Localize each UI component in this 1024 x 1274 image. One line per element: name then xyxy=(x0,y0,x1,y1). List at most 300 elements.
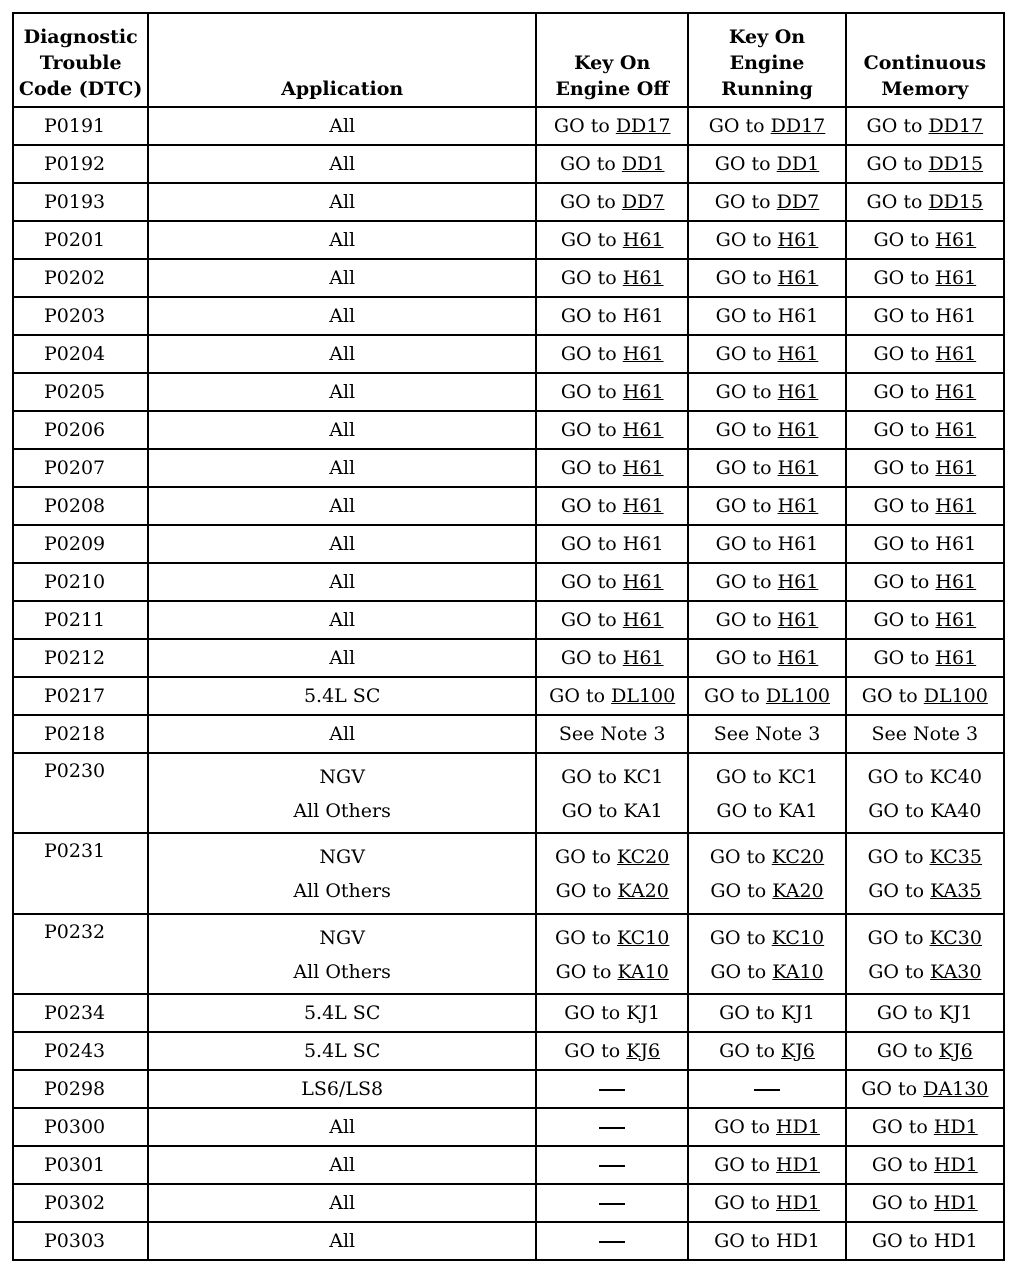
koeo-cell xyxy=(536,1032,688,1070)
koeo-entry xyxy=(541,840,683,874)
table-row xyxy=(13,833,1004,913)
pinpoint-test-link[interactable]: H61 xyxy=(935,495,977,518)
koer-entry xyxy=(716,495,819,517)
application-value: All Others xyxy=(293,800,391,823)
pinpoint-test-link[interactable]: DD17 xyxy=(615,115,671,137)
koer-cell xyxy=(688,525,845,563)
table-row xyxy=(13,994,1004,1032)
pinpoint-test-link[interactable]: KC20 xyxy=(616,846,670,869)
cm-entry xyxy=(872,1192,978,1214)
dtc-code-cell xyxy=(13,335,148,373)
go-to-label: GO to xyxy=(564,1001,621,1024)
koeo-entry xyxy=(554,115,671,137)
dtc-code: P0192 xyxy=(44,153,106,176)
go-to-label: GO to xyxy=(715,343,772,366)
pinpoint-test-link[interactable]: KC30 xyxy=(929,926,982,949)
go-to-label: GO to xyxy=(873,381,930,404)
cm-cell xyxy=(846,221,1004,259)
pinpoint-test-link[interactable]: KC10 xyxy=(771,926,825,949)
pinpoint-test-link[interactable]: H61 xyxy=(777,457,819,480)
application-value: All xyxy=(329,457,356,480)
go-to-label: GO to xyxy=(560,229,617,252)
cm-entry xyxy=(873,419,976,441)
pinpoint-test-link[interactable]: H61 xyxy=(622,495,664,518)
pinpoint-test-link[interactable]: H61 xyxy=(622,571,664,594)
go-to-label: GO to xyxy=(710,960,767,983)
dtc-code: P0211 xyxy=(44,609,106,632)
koeo-cell xyxy=(536,221,688,259)
dtc-code: P0218 xyxy=(44,723,106,746)
application-value: 5.4L SC xyxy=(303,685,381,708)
pinpoint-test-link[interactable]: DA130 xyxy=(923,1077,989,1100)
go-to-label: GO to xyxy=(560,419,617,442)
cm-cell xyxy=(846,107,1004,145)
pinpoint-test-link[interactable]: H61 xyxy=(935,267,977,290)
cm-entry xyxy=(877,1040,973,1062)
application-cell xyxy=(148,297,536,335)
go-to-label: GO to xyxy=(715,457,772,480)
pinpoint-test-link[interactable]: KA20 xyxy=(772,880,824,903)
pinpoint-test-link[interactable]: DD7 xyxy=(621,191,665,214)
go-to-label: GO to xyxy=(873,305,930,328)
pinpoint-test-link: HD1 xyxy=(776,1229,820,1252)
cm-entry xyxy=(851,794,999,828)
dtc-code-cell xyxy=(13,639,148,677)
go-to-label: GO to xyxy=(867,766,924,789)
application-cell xyxy=(148,449,536,487)
cm-entry xyxy=(867,191,984,213)
header-koer-line: Key On xyxy=(728,26,806,48)
pinpoint-test-link[interactable]: H61 xyxy=(777,495,819,518)
application-value: NGV xyxy=(319,846,365,869)
go-to-label: GO to xyxy=(714,1115,770,1138)
koer-entry xyxy=(714,723,821,745)
pinpoint-test-link[interactable]: HD1 xyxy=(776,1115,820,1138)
header-dtc-line: Trouble xyxy=(39,52,122,74)
koer-cell xyxy=(688,639,845,677)
cm-cell xyxy=(846,601,1004,639)
dtc-code-cell xyxy=(13,1146,148,1184)
header-koeo-line: Key On xyxy=(574,52,651,74)
application-value: All xyxy=(329,153,356,176)
note-text: See Note 3 xyxy=(713,723,821,746)
application-value: All xyxy=(329,381,356,404)
cm-cell xyxy=(846,1184,1004,1222)
koeo-entry xyxy=(541,794,683,828)
dtc-code: P0210 xyxy=(44,571,106,594)
pinpoint-test-link[interactable]: H61 xyxy=(935,419,977,442)
koer-entry xyxy=(714,1154,820,1176)
dtc-code: P0230 xyxy=(44,760,106,783)
dtc-code: P0302 xyxy=(44,1191,106,1214)
cm-cell xyxy=(846,487,1004,525)
pinpoint-test-link[interactable]: H61 xyxy=(622,609,664,632)
koer-cell xyxy=(688,487,845,525)
pinpoint-test-link[interactable]: H61 xyxy=(777,343,819,366)
application-value: All xyxy=(329,1191,356,1214)
dtc-code-cell xyxy=(13,221,148,259)
go-to-label: GO to xyxy=(564,1039,621,1062)
pinpoint-test-link[interactable]: KA30 xyxy=(930,960,982,983)
dtc-code: P0206 xyxy=(44,419,106,442)
koer-entry xyxy=(693,921,840,955)
header-cm-line: Memory xyxy=(881,78,969,100)
koeo-cell xyxy=(536,753,688,833)
koeo-entry xyxy=(561,229,664,251)
pinpoint-test-link: H61 xyxy=(777,305,819,328)
cm-cell xyxy=(846,1222,1004,1260)
application-cell xyxy=(148,1070,536,1108)
pinpoint-test-link[interactable]: KJ6 xyxy=(781,1039,815,1062)
pinpoint-test-link[interactable]: H61 xyxy=(622,647,664,670)
table-row xyxy=(13,259,1004,297)
koeo-cell xyxy=(536,914,688,994)
dtc-code: P0203 xyxy=(44,305,106,328)
pinpoint-test-link[interactable]: HD1 xyxy=(776,1153,820,1176)
header-cm-line: Continuous xyxy=(863,52,987,74)
koeo-entry xyxy=(549,685,675,707)
application-value: All xyxy=(329,1229,356,1252)
go-to-label: GO to xyxy=(549,685,606,708)
pinpoint-test-link[interactable]: H61 xyxy=(777,419,819,442)
go-to-label: GO to xyxy=(560,381,617,404)
table-row xyxy=(13,1032,1004,1070)
koer-cell xyxy=(688,753,845,833)
cm-entry xyxy=(873,229,976,251)
application-cell xyxy=(148,525,536,563)
pinpoint-test-link[interactable]: KC35 xyxy=(929,846,982,869)
koer-cell xyxy=(688,335,845,373)
koer-entry xyxy=(716,305,819,327)
dtc-code-cell xyxy=(13,994,148,1032)
header-application xyxy=(148,13,536,107)
pinpoint-test-link[interactable]: KA20 xyxy=(617,880,669,903)
koer-cell xyxy=(688,373,845,411)
koeo-entry xyxy=(561,533,664,555)
pinpoint-test-link[interactable]: HD1 xyxy=(933,1191,978,1214)
application-cell xyxy=(148,487,536,525)
koer-entry xyxy=(716,267,819,289)
koer-cell xyxy=(688,1032,845,1070)
koeo-cell xyxy=(536,259,688,297)
cm-entry xyxy=(877,1002,973,1024)
pinpoint-test-link[interactable]: H61 xyxy=(777,267,819,290)
pinpoint-test-link[interactable]: H61 xyxy=(777,571,819,594)
go-to-label: GO to xyxy=(715,229,772,252)
go-to-label: GO to xyxy=(871,1229,928,1252)
pinpoint-test-link[interactable]: HD1 xyxy=(933,1153,978,1176)
cm-entry xyxy=(867,153,984,175)
table-row xyxy=(13,1108,1004,1146)
header-koer-line: Running xyxy=(721,78,813,100)
cm-cell xyxy=(846,1032,1004,1070)
koer-cell xyxy=(688,677,845,715)
pinpoint-test-link: KA1 xyxy=(623,800,663,823)
koer-cell xyxy=(688,994,845,1032)
go-to-label: GO to xyxy=(710,880,767,903)
koeo-cell xyxy=(536,449,688,487)
cm-entry xyxy=(873,267,976,289)
table-row xyxy=(13,563,1004,601)
koeo-entry xyxy=(561,495,664,517)
koeo-entry xyxy=(561,609,664,631)
koeo-cell xyxy=(536,525,688,563)
go-to-label: GO to xyxy=(715,495,772,518)
table-row xyxy=(13,1146,1004,1184)
koer-entry xyxy=(754,1078,780,1100)
koer-cell xyxy=(688,1222,845,1260)
application-value: All xyxy=(329,267,356,290)
go-to-label: GO to xyxy=(715,419,772,442)
go-to-label: GO to xyxy=(560,305,617,328)
pinpoint-test-link[interactable]: HD1 xyxy=(933,1115,978,1138)
pinpoint-test-link[interactable]: H61 xyxy=(777,647,819,670)
koer-entry xyxy=(715,153,819,175)
pinpoint-test-link: KJ1 xyxy=(781,1001,815,1024)
koer-entry xyxy=(714,1192,820,1214)
dtc-code: P0208 xyxy=(44,495,106,518)
koeo-cell xyxy=(536,833,688,913)
application-value: NGV xyxy=(319,926,365,949)
application-cell xyxy=(148,677,536,715)
cm-cell xyxy=(846,411,1004,449)
go-to-label: GO to xyxy=(715,305,772,328)
koeo-cell xyxy=(536,107,688,145)
cm-cell xyxy=(846,914,1004,994)
pinpoint-test-link: KC1 xyxy=(777,766,819,789)
pinpoint-test-link[interactable]: KC10 xyxy=(616,926,670,949)
pinpoint-test-link[interactable]: H61 xyxy=(935,647,977,670)
koeo-entry xyxy=(561,647,664,669)
pinpoint-test-link[interactable]: H61 xyxy=(935,457,977,480)
pinpoint-test-link[interactable]: KA10 xyxy=(772,960,824,983)
note-text: See Note 3 xyxy=(558,723,666,746)
dtc-code: P0301 xyxy=(44,1153,106,1176)
dtc-code: P0231 xyxy=(44,840,106,863)
pinpoint-test-link[interactable]: H61 xyxy=(777,609,819,632)
application-value: All xyxy=(329,647,356,670)
go-to-label: GO to xyxy=(716,800,773,823)
go-to-label: GO to xyxy=(873,495,930,518)
dtc-code-cell xyxy=(13,259,148,297)
koeo-cell xyxy=(536,639,688,677)
koer-entry xyxy=(719,1040,815,1062)
pinpoint-test-link[interactable]: H61 xyxy=(935,609,977,632)
header-dtc-line: Code (DTC) xyxy=(18,78,143,100)
dtc-code-cell xyxy=(13,525,148,563)
table-row xyxy=(13,715,1004,753)
go-to-label: GO to xyxy=(866,153,923,176)
application-value: All Others xyxy=(293,880,391,903)
koer-entry xyxy=(716,609,819,631)
koer-entry xyxy=(714,1230,820,1252)
pinpoint-test-link[interactable]: DD15 xyxy=(928,153,984,176)
pinpoint-test-link: H61 xyxy=(777,533,819,556)
dtc-code-cell xyxy=(13,833,148,913)
table-row xyxy=(13,221,1004,259)
application-value: All xyxy=(329,419,356,442)
application-value: LS6/LS8 xyxy=(301,1077,384,1100)
table-row xyxy=(13,373,1004,411)
go-to-label: GO to xyxy=(871,1153,928,1176)
pinpoint-test-link[interactable]: KA35 xyxy=(930,880,982,903)
go-to-label: GO to xyxy=(868,960,925,983)
dtc-code: P0191 xyxy=(44,115,106,137)
pinpoint-test-link[interactable]: H61 xyxy=(935,343,977,366)
header-koer-line: Engine xyxy=(729,52,805,74)
koeo-cell xyxy=(536,1146,688,1184)
application-cell xyxy=(148,601,536,639)
koeo-cell xyxy=(536,1070,688,1108)
pinpoint-test-link[interactable]: H61 xyxy=(935,381,977,404)
pinpoint-test-link[interactable]: H61 xyxy=(622,381,664,404)
pinpoint-test-link[interactable]: H61 xyxy=(622,229,664,252)
application-cell xyxy=(148,1222,536,1260)
koer-entry xyxy=(693,760,840,794)
go-to-label: GO to xyxy=(873,571,930,594)
pinpoint-test-link[interactable]: DD1 xyxy=(621,153,665,176)
koer-entry xyxy=(709,115,826,137)
header-application-label: Application xyxy=(281,78,404,100)
koeo-entry xyxy=(561,343,664,365)
koeo-entry xyxy=(561,267,664,289)
pinpoint-test-link[interactable]: DD7 xyxy=(776,191,820,214)
pinpoint-test-link[interactable]: H61 xyxy=(935,229,977,252)
application-cell xyxy=(148,1146,536,1184)
cm-entry xyxy=(861,1078,988,1100)
koeo-cell xyxy=(536,601,688,639)
dtc-code-cell xyxy=(13,563,148,601)
cm-entry xyxy=(873,647,976,669)
koer-entry xyxy=(693,794,840,828)
koeo-cell xyxy=(536,1184,688,1222)
go-to-label: GO to xyxy=(715,609,772,632)
go-to-label: GO to xyxy=(560,457,617,480)
go-to-label: GO to xyxy=(873,419,930,442)
table-row xyxy=(13,525,1004,563)
application-cell xyxy=(148,335,536,373)
koeo-entry xyxy=(599,1078,625,1100)
application-cell xyxy=(148,1032,536,1070)
application-cell xyxy=(148,639,536,677)
koeo-entry xyxy=(561,457,664,479)
koer-cell xyxy=(688,715,845,753)
koer-entry xyxy=(714,1116,820,1138)
cm-entry xyxy=(851,955,999,989)
application-cell xyxy=(148,1108,536,1146)
not-applicable-dash xyxy=(599,1165,625,1167)
pinpoint-test-link[interactable]: H61 xyxy=(622,267,664,290)
pinpoint-test-link[interactable]: H61 xyxy=(622,343,664,366)
pinpoint-test-link[interactable]: KC20 xyxy=(771,846,825,869)
dtc-code-cell xyxy=(13,1032,148,1070)
pinpoint-test-link[interactable]: DD15 xyxy=(928,191,984,214)
go-to-label: GO to xyxy=(861,1077,918,1100)
dtc-code-cell xyxy=(13,411,148,449)
dtc-code-cell xyxy=(13,1070,148,1108)
dtc-table-body xyxy=(13,107,1004,1260)
koer-cell xyxy=(688,1108,845,1146)
koeo-cell xyxy=(536,335,688,373)
cm-entry xyxy=(873,571,976,593)
table-row xyxy=(13,411,1004,449)
table-row xyxy=(13,335,1004,373)
application-cell xyxy=(148,373,536,411)
application-cell xyxy=(148,221,536,259)
cm-cell xyxy=(846,1108,1004,1146)
go-to-label: GO to xyxy=(871,1191,928,1214)
dtc-code: P0209 xyxy=(44,533,106,556)
not-applicable-dash xyxy=(599,1203,625,1205)
pinpoint-test-link: H61 xyxy=(622,533,664,556)
koeo-entry xyxy=(561,571,664,593)
pinpoint-test-link[interactable]: DD17 xyxy=(928,115,984,137)
koeo-cell xyxy=(536,487,688,525)
pinpoint-test-link[interactable]: DL100 xyxy=(611,685,676,708)
dtc-code-cell xyxy=(13,487,148,525)
cm-entry xyxy=(873,457,976,479)
dtc-code-cell xyxy=(13,107,148,145)
application-cell xyxy=(148,1184,536,1222)
pinpoint-test-link[interactable]: DL100 xyxy=(923,685,988,708)
go-to-label: GO to xyxy=(560,267,617,290)
koer-cell xyxy=(688,411,845,449)
pinpoint-test-link: H61 xyxy=(622,305,664,328)
pinpoint-test-link[interactable]: DD17 xyxy=(770,115,826,137)
koeo-cell xyxy=(536,183,688,221)
dtc-code: P0205 xyxy=(44,381,106,404)
application-value: All xyxy=(329,723,356,746)
cm-cell xyxy=(846,833,1004,913)
pinpoint-test-link[interactable]: H61 xyxy=(935,571,977,594)
pinpoint-test-link[interactable]: H61 xyxy=(622,457,664,480)
go-to-label: GO to xyxy=(873,457,930,480)
header-dtc xyxy=(13,13,148,107)
pinpoint-test-link[interactable]: KJ6 xyxy=(938,1039,973,1062)
koeo-entry xyxy=(564,1040,660,1062)
go-to-label: GO to xyxy=(867,926,924,949)
cm-cell xyxy=(846,259,1004,297)
pinpoint-test-link[interactable]: HD1 xyxy=(776,1191,820,1214)
pinpoint-test-link[interactable]: H61 xyxy=(777,229,819,252)
go-to-label: GO to xyxy=(873,267,930,290)
cm-cell xyxy=(846,994,1004,1032)
koeo-entry xyxy=(559,723,666,745)
dtc-code: P0204 xyxy=(44,343,106,366)
pinpoint-test-link[interactable]: KJ6 xyxy=(626,1039,661,1062)
go-to-label: GO to xyxy=(559,191,616,214)
application-cell xyxy=(148,145,536,183)
pinpoint-test-link[interactable]: DL100 xyxy=(765,685,831,708)
koer-entry xyxy=(704,685,830,707)
dtc-code-cell xyxy=(13,373,148,411)
cm-entry xyxy=(873,381,976,403)
go-to-label: GO to xyxy=(866,115,923,137)
koer-entry xyxy=(716,647,819,669)
koeo-cell xyxy=(536,411,688,449)
go-to-label: GO to xyxy=(714,1229,770,1252)
pinpoint-test-link[interactable]: DD1 xyxy=(776,153,820,176)
go-to-label: GO to xyxy=(714,1191,770,1214)
cm-cell xyxy=(846,639,1004,677)
dtc-code-cell xyxy=(13,1222,148,1260)
pinpoint-test-link[interactable]: H61 xyxy=(777,381,819,404)
application-cell xyxy=(148,259,536,297)
dtc-code-cell xyxy=(13,145,148,183)
koeo-cell xyxy=(536,715,688,753)
pinpoint-test-link[interactable]: H61 xyxy=(622,419,664,442)
pinpoint-test-link[interactable]: KA10 xyxy=(617,960,669,983)
